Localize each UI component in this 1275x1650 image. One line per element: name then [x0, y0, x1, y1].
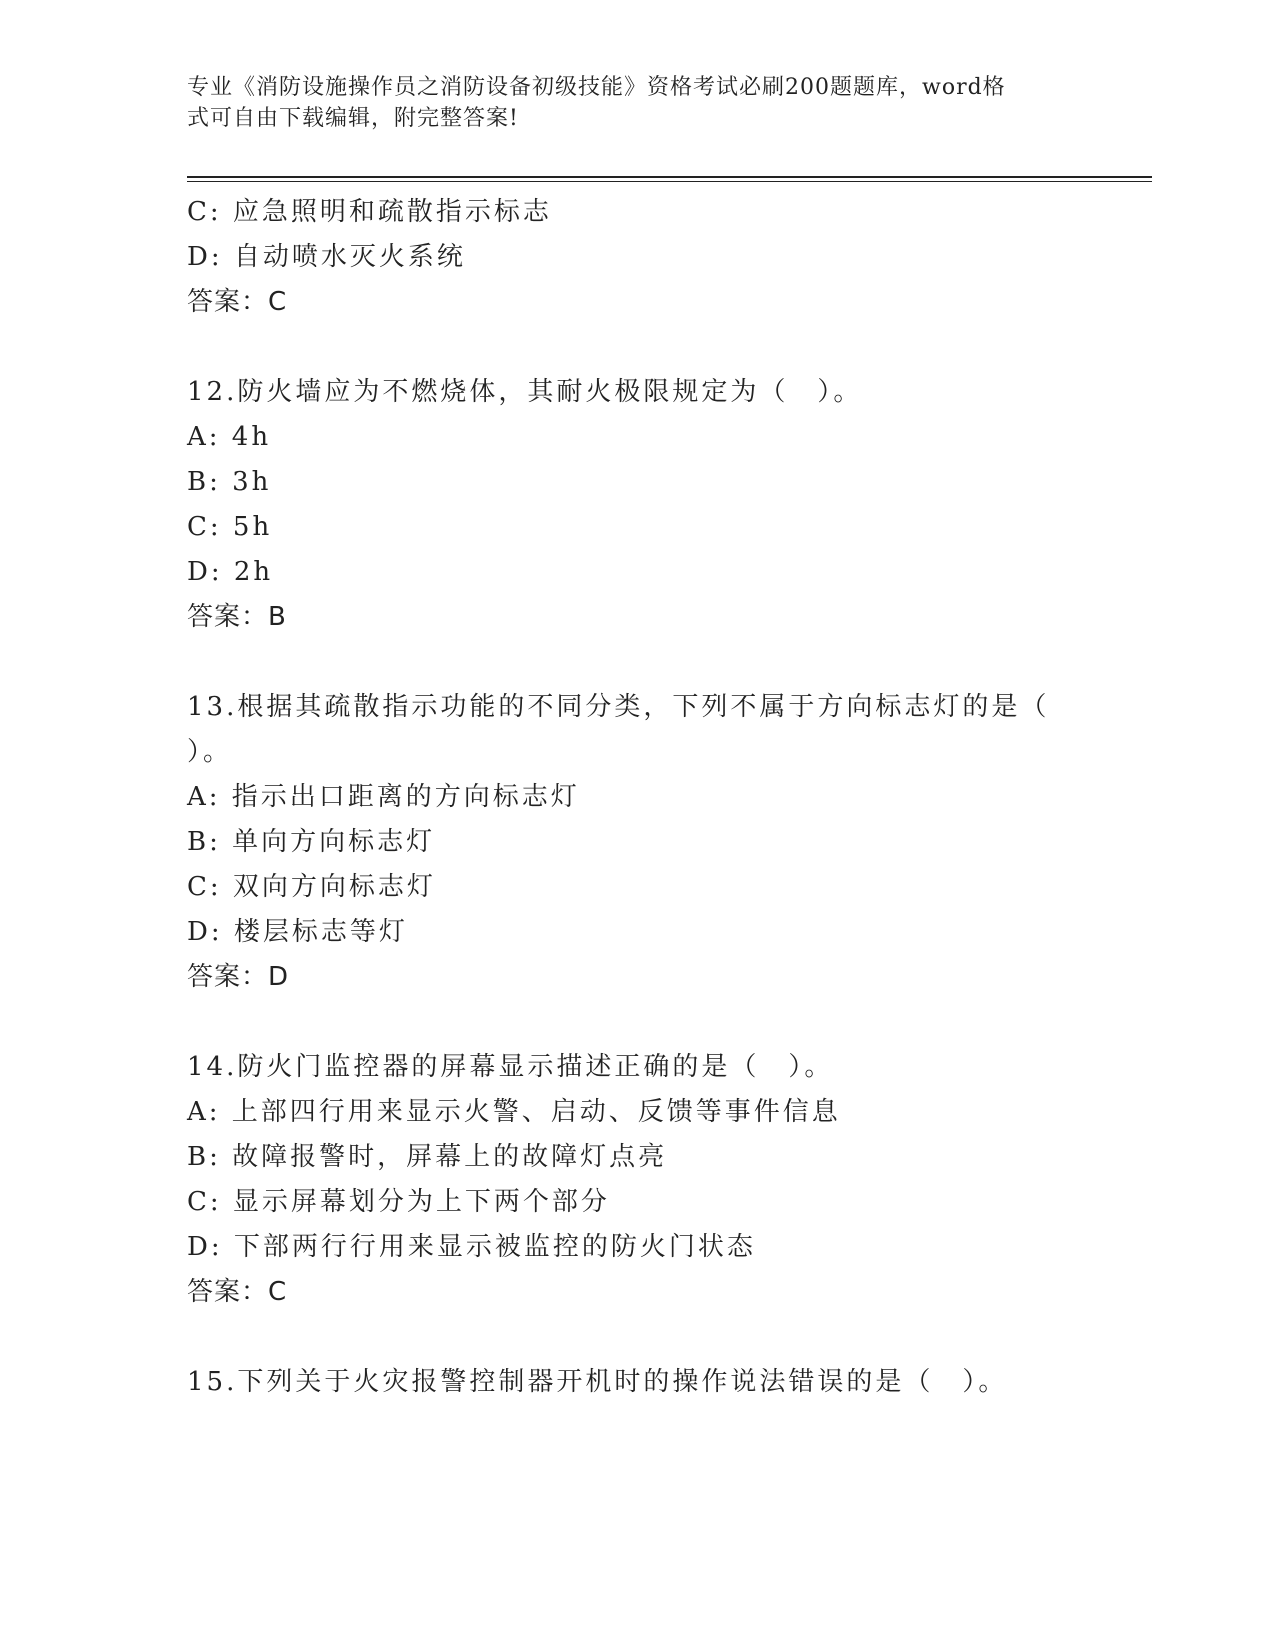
partial-question-11	[187, 190, 1067, 325]
option-a: A: 4h	[187, 422, 272, 452]
question-13	[187, 685, 1067, 1000]
option-d: D: 楼层标志等灯	[187, 917, 408, 947]
option-c: C: 应急照明和疏散指示标志	[187, 197, 552, 227]
question-stem: 15.下列关于火灾报警控制器开机时的操作说法错误的是（ ）。	[187, 1367, 1008, 1397]
question-stem: 14.防火门监控器的屏幕显示描述正确的是（ ）。	[187, 1052, 834, 1082]
answer-line: 答案：C	[187, 1277, 288, 1307]
option-c: C: 双向方向标志灯	[187, 872, 436, 902]
document-header	[187, 72, 1067, 134]
question-stem-line-2: ）。	[187, 737, 233, 767]
option-c: C: 显示屏幕划分为上下两个部分	[187, 1187, 610, 1217]
option-b: B: 单向方向标志灯	[187, 827, 436, 857]
option-d: D: 自动喷水灭火系统	[187, 242, 466, 272]
option-b: B: 故障报警时，屏幕上的故障灯点亮	[187, 1142, 668, 1172]
option-a: A: 上部四行用来显示火警、启动、反馈等事件信息	[187, 1097, 841, 1127]
header-line-2: 式可自由下载编辑，附完整答案!	[187, 106, 519, 131]
question-stem: 12.防火墙应为不燃烧体，其耐火极限规定为（ ）。	[187, 377, 863, 407]
header-divider-thick	[187, 176, 1152, 178]
option-c: C: 5h	[187, 512, 273, 542]
answer-line: 答案：C	[187, 287, 288, 317]
answer-line: 答案：B	[187, 602, 287, 632]
header-line-1: 专业《消防设施操作员之消防设备初级技能》资格考试必刷200题题库，word格	[187, 75, 1006, 100]
option-b: B: 3h	[187, 467, 272, 497]
option-a: A: 指示出口距离的方向标志灯	[187, 782, 580, 812]
document-body	[187, 190, 1067, 1405]
option-d: D: 下部两行行用来显示被监控的防火门状态	[187, 1232, 756, 1262]
header-divider-thin	[187, 181, 1152, 182]
question-12	[187, 370, 1067, 640]
question-14	[187, 1045, 1067, 1315]
question-stem-line-1: 13.根据其疏散指示功能的不同分类，下列不属于方向标志灯的是（	[187, 692, 1050, 722]
answer-line: 答案：D	[187, 962, 290, 992]
question-15	[187, 1360, 1067, 1405]
option-d: D: 2h	[187, 557, 274, 587]
